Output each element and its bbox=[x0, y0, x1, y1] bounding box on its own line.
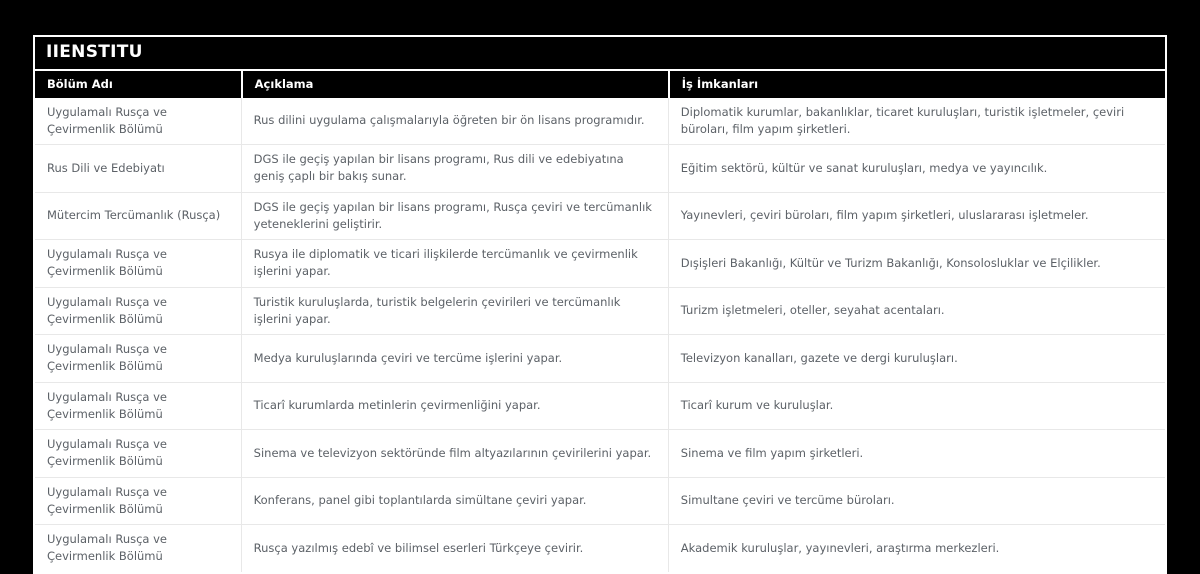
table-cell: Sinema ve film yapım şirketleri. bbox=[668, 430, 1165, 477]
table-cell: DGS ile geçiş yapılan bir lisans programı, Rusça çeviri ve tercümanlık yeteneklerini geliştirir. bbox=[241, 193, 668, 240]
table-cell: Rusça yazılmış edebî ve bilimsel eserleri Türkçeye çevirir. bbox=[241, 525, 668, 572]
table-cell: Sinema ve televizyon sektöründe film altyazılarının çevirilerini yapar. bbox=[241, 430, 668, 477]
table-row bbox=[35, 382, 1165, 430]
column-header-is-imkanlari: İş İmkanları bbox=[668, 71, 1165, 98]
table-row bbox=[35, 287, 1165, 335]
table-cell: Rusya ile diplomatik ve ticari ilişkilerde tercümanlık ve çevirmenlik işlerini yapar. bbox=[241, 240, 668, 287]
table-cell: Dışişleri Bakanlığı, Kültür ve Turizm Bakanlığı, Konsolosluklar ve Elçilikler. bbox=[668, 240, 1165, 287]
column-header-bolum-adi: Bölüm Adı bbox=[35, 71, 241, 98]
table-cell: Turistik kuruluşlarda, turistik belgelerin çevirileri ve tercümanlık işlerini yapar. bbox=[241, 288, 668, 335]
table-row bbox=[35, 334, 1165, 382]
table-cell: Simultane çeviri ve tercüme büroları. bbox=[668, 478, 1165, 525]
table-cell: Uygulamalı Rusça ve Çevirmenlik Bölümü bbox=[47, 437, 168, 469]
column-header-aciklama: Açıklama bbox=[241, 71, 668, 98]
table-cell: Turizm işletmeleri, oteller, seyahat acentaları. bbox=[668, 288, 1165, 335]
table-cell: Uygulamalı Rusça ve Çevirmenlik Bölümü bbox=[47, 104, 168, 136]
table-row bbox=[35, 98, 1165, 145]
table-cell: Ticarî kurumlarda metinlerin çevirmenliğini yapar. bbox=[241, 383, 668, 430]
page-title: IIENSTITU bbox=[35, 37, 1165, 69]
table-cell: Uygulamalı Rusça ve Çevirmenlik Bölümü bbox=[47, 342, 168, 374]
table-cell: Mütercim Tercümanlık (Rusça) bbox=[47, 208, 221, 223]
table-card bbox=[33, 35, 1167, 574]
table-cell: Uygulamalı Rusça ve Çevirmenlik Bölümü bbox=[47, 389, 168, 421]
table-cell: DGS ile geçiş yapılan bir lisans programı, Rus dili ve edebiyatına geniş çaplı bir bakış sunar. bbox=[241, 145, 668, 192]
table-cell: Konferans, panel gibi toplantılarda simültane çeviri yapar. bbox=[241, 478, 668, 525]
table-row bbox=[35, 239, 1165, 287]
table-header-row bbox=[35, 71, 1165, 98]
table-cell: Uygulamalı Rusça ve Çevirmenlik Bölümü bbox=[47, 294, 168, 326]
table-cell: Televizyon kanalları, gazete ve dergi kuruluşları. bbox=[668, 335, 1165, 382]
table-cell: Diplomatik kurumlar, bakanlıklar, ticaret kuruluşları, turistik işletmeler, çeviri büroları, film yapım şirketleri. bbox=[668, 98, 1165, 145]
table-body bbox=[35, 98, 1165, 572]
table-row bbox=[35, 477, 1165, 525]
table-cell: Ticarî kurum ve kuruluşlar. bbox=[668, 383, 1165, 430]
table-cell: Eğitim sektörü, kültür ve sanat kuruluşları, medya ve yayıncılık. bbox=[668, 145, 1165, 192]
table-cell: Medya kuruluşlarında çeviri ve tercüme işlerini yapar. bbox=[241, 335, 668, 382]
table-cell: Yayınevleri, çeviri büroları, film yapım şirketleri, uluslararası işletmeler. bbox=[668, 193, 1165, 240]
table-cell: Akademik kuruluşlar, yayınevleri, araştırma merkezleri. bbox=[668, 525, 1165, 572]
table-row bbox=[35, 192, 1165, 240]
table-cell: Rus dilini uygulama çalışmalarıyla öğreten bir ön lisans programıdır. bbox=[241, 98, 668, 145]
table-row bbox=[35, 429, 1165, 477]
table-row bbox=[35, 144, 1165, 192]
table-cell: Uygulamalı Rusça ve Çevirmenlik Bölümü bbox=[47, 247, 168, 279]
table-cell: Uygulamalı Rusça ve Çevirmenlik Bölümü bbox=[47, 484, 168, 516]
table-cell: Rus Dili ve Edebiyatı bbox=[47, 160, 165, 175]
table-cell: Uygulamalı Rusça ve Çevirmenlik Bölümü bbox=[47, 532, 168, 564]
